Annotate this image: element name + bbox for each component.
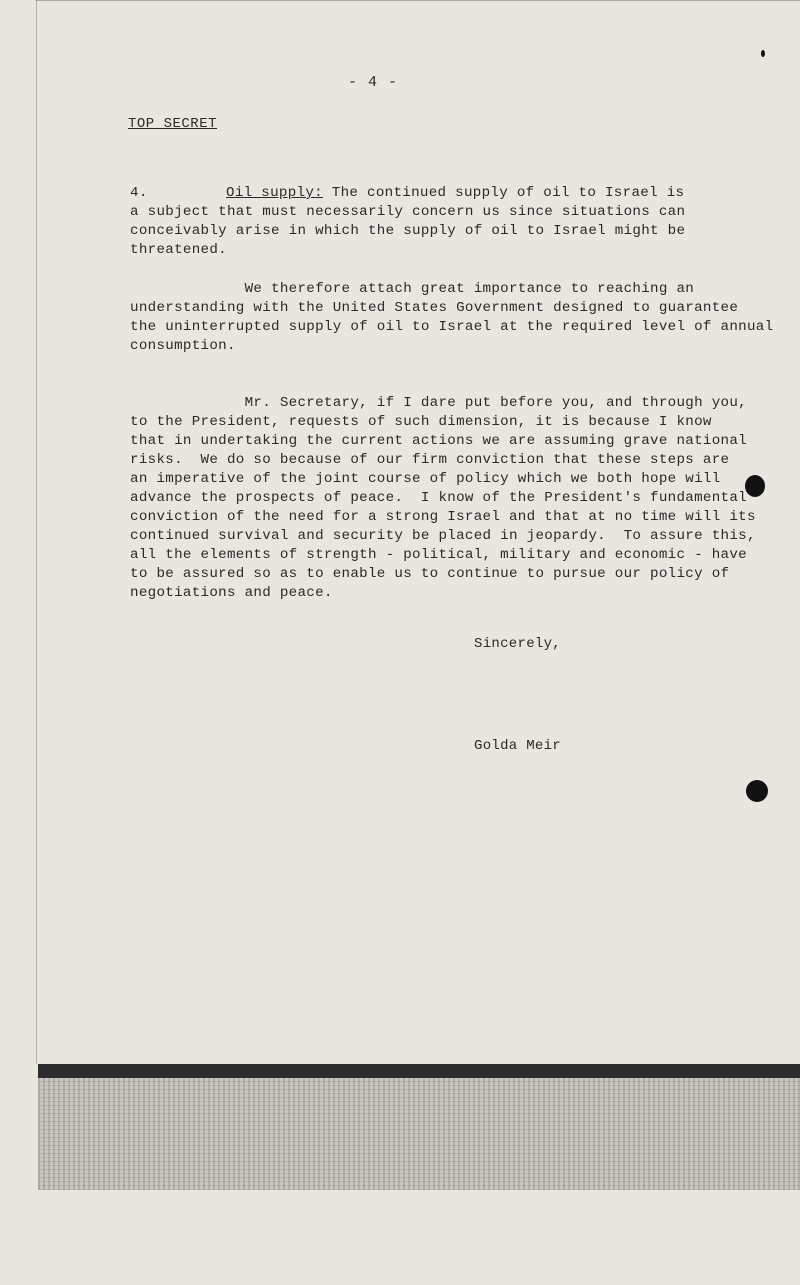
- paragraph-line: threatened.: [130, 242, 227, 258]
- paragraph-line: the uninterrupted supply of oil to Israel at the required level of annual: [130, 319, 774, 335]
- paragraph-line: that in undertaking the current actions we are assuming grave national: [130, 433, 747, 449]
- speck-mark: [761, 50, 765, 57]
- page-bottom-margin: [0, 1190, 800, 1285]
- scan-dark-strip: [38, 1064, 800, 1078]
- classification-marking: TOP SECRET: [128, 116, 218, 132]
- paragraph-line: conviction of the need for a strong Israel and that at no time will its: [130, 509, 756, 525]
- punch-hole-mark: [745, 475, 765, 497]
- punch-hole-mark: [746, 780, 768, 802]
- paragraph-text: The continued supply of oil to Israel is: [322, 185, 685, 201]
- paragraph-line: [130, 184, 740, 203]
- paragraph-line: conceivably arise in which the supply of oil to Israel might be: [130, 223, 686, 239]
- paragraph-number: 4.: [130, 185, 148, 201]
- paragraph-line: a subject that must necessarily concern us since situations can: [130, 204, 686, 220]
- paragraph-line: continued survival and security be placed in jeopardy. To assure this,: [130, 528, 756, 544]
- paragraph-line: negotiations and peace.: [130, 585, 333, 601]
- paragraph-line: to be assured so as to enable us to continue to pursue our policy of: [130, 566, 730, 582]
- closing-salutation: Sincerely,: [474, 636, 562, 652]
- top-edge-rule: [36, 0, 800, 1]
- left-edge-rule: [36, 0, 37, 1064]
- paragraph-heading: Oil supply:: [226, 185, 323, 201]
- paragraph-line: to the President, requests of such dimension, it is because I know: [130, 414, 712, 430]
- paragraph-oil-supply: [130, 184, 740, 260]
- paragraph-secretary: [130, 394, 756, 603]
- paragraph-line: understanding with the United States Government designed to guarantee: [130, 300, 739, 316]
- page-number: - 4 -: [348, 74, 399, 91]
- scan-noise-band: [38, 1064, 800, 1190]
- paragraph-line: an imperative of the joint course of policy which we both hope will: [130, 471, 721, 487]
- paragraph-line: We therefore attach great importance to reaching an: [130, 281, 695, 297]
- paragraph-line: all the elements of strength - political, military and economic - have: [130, 547, 747, 563]
- signature-name: Golda Meir: [474, 738, 562, 754]
- paragraph-line: consumption.: [130, 338, 236, 354]
- paragraph-line: advance the prospects of peace. I know of the President's fundamental: [130, 490, 747, 506]
- paragraph-line: risks. We do so because of our firm conviction that these steps are: [130, 452, 730, 468]
- paragraph-importance: [130, 280, 774, 356]
- paragraph-line: Mr. Secretary, if I dare put before you, and through you,: [130, 395, 747, 411]
